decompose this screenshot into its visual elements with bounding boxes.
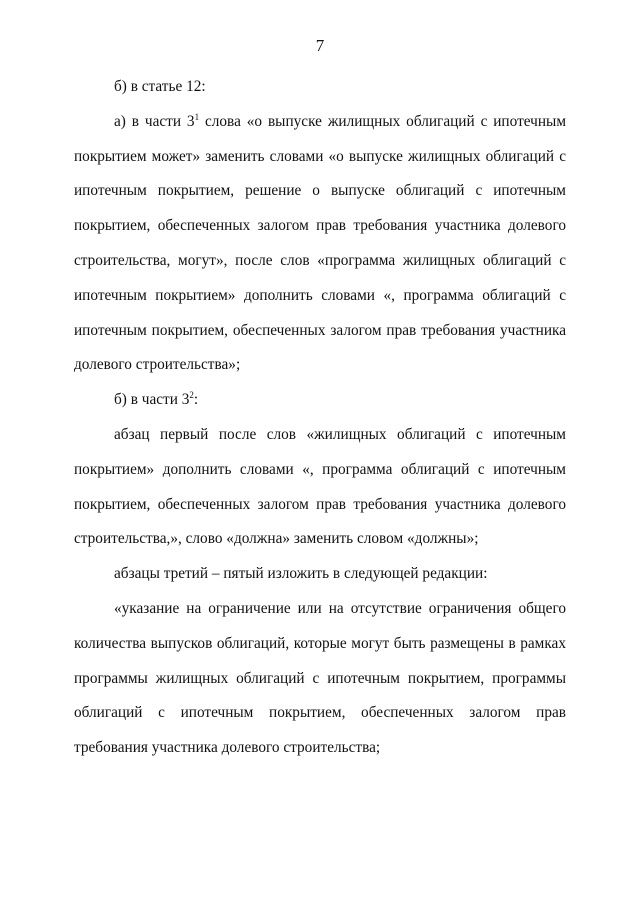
superscript-2: 2 [189,390,194,401]
paragraph-article-12: б) в статье 12: [114,78,206,95]
document-body [74,70,566,766]
paragraph-part-3-1-lead: а) в части 3 [114,112,195,130]
paragraph-part-3-2-tail: : [193,391,199,409]
paragraph-first-abzac: абзац первый после слов «жилищных облигаций с ипотечным покрытием» дополнить словами «, программа облигаций с ипотечным покрытием, обеспеченных залогом прав требования участника долевого строительства,», слово «должна» заменить словом «должны»; [74,425,566,548]
paragraph-part-3-2 [74,383,566,418]
paragraph-part-3-2-lead: б) в части 3 [114,391,190,409]
paragraph-part-3-1 [74,105,566,383]
paragraph-quoted-text: «указание на ограничение или на отсутствие ограничения общего количества выпусков облигаций, которые могут быть размещены в рамках программы жилищных облигаций с ипотечным покрытием, программы облигаций с ипотечным покрытием, обеспеченных залогом прав требования участника долевого строительства; [74,599,566,757]
superscript-1: 1 [194,111,200,122]
paragraph-abzacy-3-5: абзацы третий – пятый изложить в следующей редакции: [114,565,488,583]
paragraph-part-3-1-body: слова «о выпуске жилищных облигаций с ипотечным покрытием может» заменить словами «о выпуске жилищных облигаций с ипотечным покрытием, решение о выпуске облигаций с ипотечным покрытием, обеспеченных залогом прав требования участника долевого строительства, могут», после слов «программа жилищных облигаций с ипотечным покрытием» дополнить словами «, программа облигаций с ипотечным покрытием, обеспеченных залогом прав требования участника долевого строительства»; [74,112,566,374]
page-number: 7 [315,36,325,55]
